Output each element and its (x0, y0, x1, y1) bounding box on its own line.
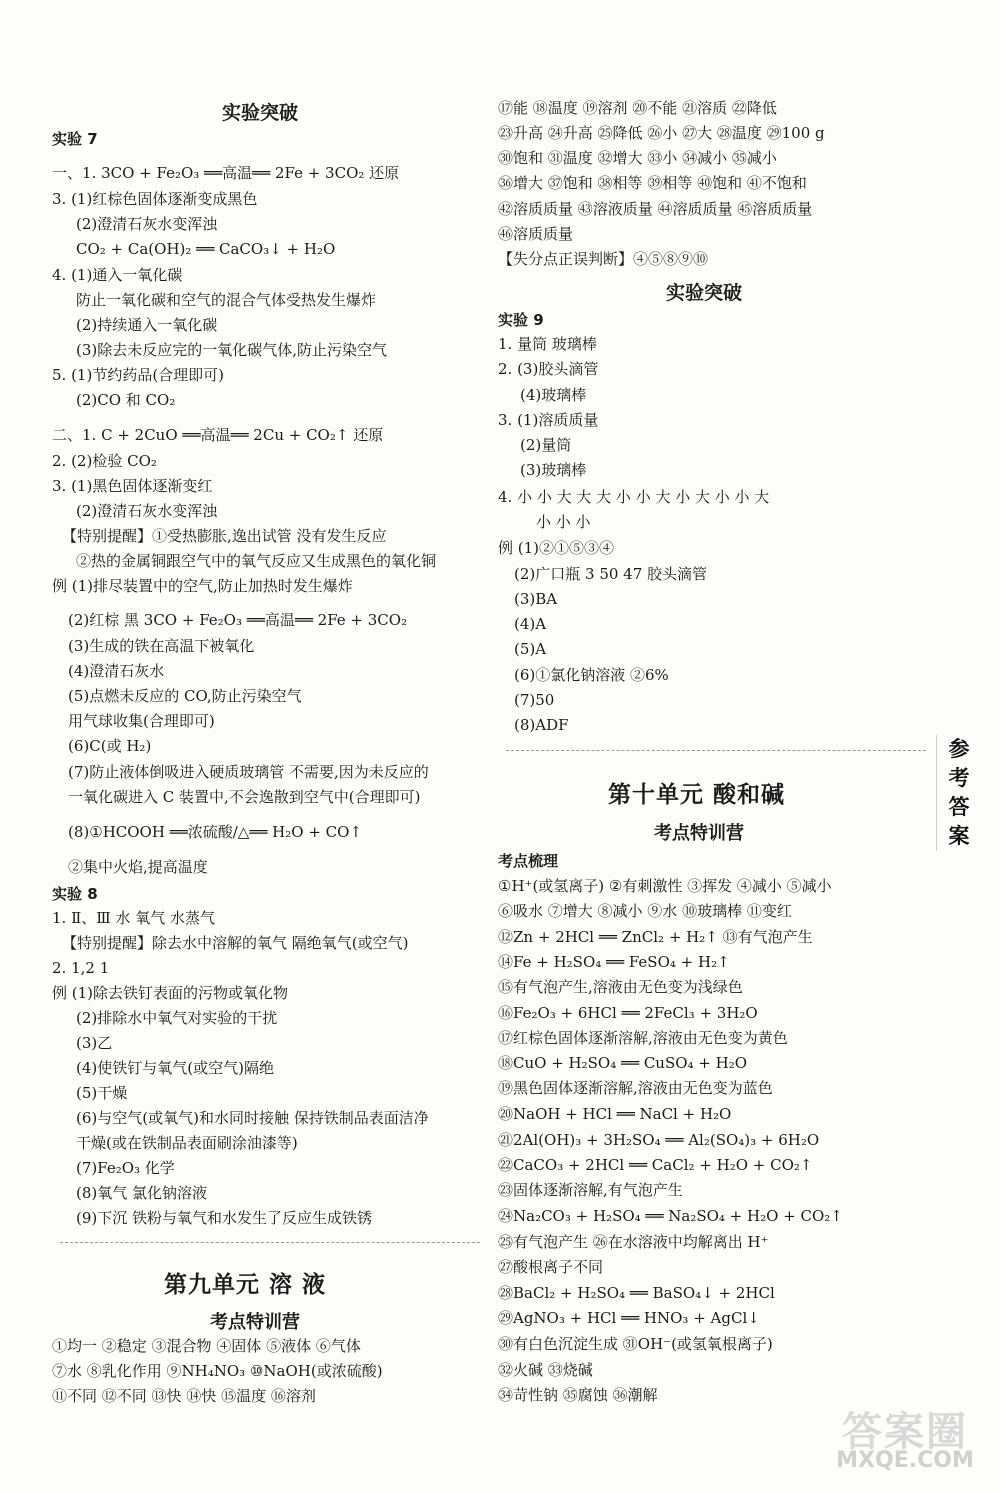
watermark-logo (820, 1400, 990, 1480)
answer-line: ①H⁺(或氢离子) ②有刺激性 ③挥发 ④减小 ⑤减小 (498, 877, 832, 895)
answer-line: (6)C(或 H₂) (68, 737, 152, 755)
answer-line: 4. 小 小 大 大 大 小 小 大 小 大 小 小 大 (498, 488, 770, 506)
answer-line: ①均一 ②稳定 ③混合物 ④固体 ⑤液体 ⑥气体 (52, 1337, 361, 1355)
answer-line: ㉚饱和 ㉛温度 ㉜增大 ㉝小 ㉞减小 ㉟减小 (498, 149, 777, 167)
side-tab-char: 答 (948, 795, 970, 819)
answer-line: 2. (3)胶头滴管 (498, 360, 599, 378)
answer-line: (2)红棕 黑 3CO + Fe₂O₃ ══高温══ 2Fe + 3CO₂ (68, 611, 408, 629)
reference-answer-tab (936, 735, 981, 851)
answer-line: ㉕有气泡产生 ㉖在水溶液中均解离出 H⁺ (498, 1233, 769, 1251)
answer-line: CO₂ + Ca(OH)₂ ══ CaCO₃↓ + H₂O (76, 240, 336, 258)
answer-line: (7)防止液体倒吸进入硬质玻璃管 不需要,因为未反应的 (68, 763, 429, 781)
unit-10-title: 第十单元 酸和碱 (608, 782, 786, 808)
side-tab-char: 考 (948, 766, 970, 790)
experiment-7-heading: 实验 7 (52, 130, 98, 148)
answer-line: 3. (1)黑色固体逐渐变红 (52, 477, 213, 495)
example-line: 例 (1)②①⑤③④ (498, 539, 615, 557)
answer-line: 2. 1,2 1 (52, 959, 110, 977)
side-tab-char: 参 (948, 737, 970, 761)
special-reminder: 【特别提醒】除去水中溶解的氧气 隔绝氧气(或空气) (62, 934, 409, 952)
answer-line: 3. (1)溶质质量 (498, 411, 599, 429)
answer-line: (3)BA (514, 590, 558, 608)
answer-line: ㊷溶质质量 ㊸溶液质量 ㊹溶质质量 ㊺溶质质量 (498, 200, 813, 218)
answer-line: 二、1. C + 2CuO ══高温══ 2Cu + CO₂↑ 还原 (52, 426, 384, 444)
answer-line: ②集中火焰,提高温度 (68, 858, 208, 876)
answer-line: ㉜火碱 ㉝烧碱 (498, 1361, 593, 1379)
special-reminder: 【特别提醒】①受热膨胀,逸出试管 没有发生反应 (62, 527, 387, 545)
answer-line: (2)澄清石灰水变浑浊 (76, 502, 218, 520)
key-points-heading: 考点梳理 (498, 852, 559, 870)
answer-line: (8)氧气 氯化钠溶液 (76, 1184, 208, 1202)
answer-line: ⑰红棕色固体逐渐溶解,溶液由无色变为黄色 (498, 1029, 788, 1047)
section-divider (506, 750, 926, 751)
answer-line: ㉚有白色沉淀生成 ㉛OH⁻(或氢氧根离子) (498, 1335, 773, 1353)
side-tab-char: 案 (948, 824, 970, 848)
answer-line: ⑱CuO + H₂SO₄ ══ CuSO₄ + H₂O (498, 1054, 748, 1072)
answer-line: ⑲黑色固体逐渐溶解,溶液由无色变为蓝色 (498, 1079, 773, 1097)
answer-line: (2)量筒 (520, 436, 572, 454)
section-title-experiment: 实验突破 (666, 282, 743, 304)
answer-line: (6)①氯化钠溶液 ②6% (514, 666, 669, 684)
answer-line: (8)①HCOOH ══浓硫酸/△══ H₂O + CO↑ (68, 823, 363, 841)
example-line: 例 (1)除去铁钉表面的污物或氧化物 (52, 984, 289, 1002)
answer-line: (2)持续通入一氧化碳 (76, 316, 218, 334)
answer-line: (4)澄清石灰水 (68, 662, 165, 680)
answer-line: ㊱增大 ㊲饱和 ㊳相等 ㊴相等 ㊵饱和 ㊶不饱和 (498, 174, 807, 192)
answer-line: (4)使铁钉与氧气(或空气)隔绝 (76, 1059, 274, 1077)
answer-line: 4. (1)通入一氧化碳 (52, 266, 183, 284)
answer-line: (2)CO 和 CO₂ (76, 391, 176, 409)
answer-line: (3)生成的铁在高温下被氧化 (68, 637, 255, 655)
answer-line: (2)广口瓶 3 50 47 胶头滴管 (514, 565, 708, 583)
section-title-experiment: 实验突破 (222, 102, 299, 124)
answer-line: ⑯Fe₂O₃ + 6HCl ══ 2FeCl₃ + 3H₂O (498, 1004, 758, 1022)
answer-line: (3)除去未反应完的一氧化碳气体,防止污染空气 (76, 341, 388, 359)
answer-line: 用气球收集(合理即可) (68, 712, 215, 730)
answer-line: ㉓升高 ㉔升高 ㉕降低 ㉖小 ㉗大 ㉘温度 ㉙100 g (498, 124, 825, 142)
answer-line: 防止一氧化碳和空气的混合气体受热发生爆炸 (76, 291, 377, 309)
answer-line: (3)玻璃棒 (520, 461, 587, 479)
answer-line: (6)与空气(或氧气)和水同时接触 保持铁制品表面洁净 (76, 1109, 429, 1127)
answer-line: ㉞苛性钠 ㉟腐蚀 ㊱潮解 (498, 1386, 658, 1404)
answer-line: (5)A (514, 640, 547, 658)
answer-line: 一、1. 3CO + Fe₂O₃ ══高温══ 2Fe + 3CO₂ 还原 (52, 164, 400, 182)
answer-line: (4)玻璃棒 (520, 386, 587, 404)
answer-line: ㉙AgNO₃ + HCl ══ HNO₃ + AgCl↓ (498, 1309, 760, 1327)
watermark-url: MXQE.COM (836, 1448, 974, 1473)
answer-line: (3)乙 (76, 1034, 113, 1052)
answer-line: (4)A (514, 615, 547, 633)
unit-9-title: 第九单元 溶 液 (164, 1272, 327, 1298)
answer-line: ⑮有气泡产生,溶液由无色变为浅绿色 (498, 978, 743, 996)
answer-line: 干燥(或在铁制品表面刷涂油漆等) (76, 1134, 298, 1152)
answer-line: ⑪不同 ⑫不同 ⑬快 ⑭快 ⑮温度 ⑯溶剂 (52, 1387, 316, 1405)
answer-line: ㉔Na₂CO₃ + H₂SO₄ ══ Na₂SO₄ + H₂O + CO₂↑ (498, 1207, 843, 1225)
answer-line: (7)50 (514, 691, 555, 709)
example-line: 例 (1)排尽装置中的空气,防止加热时发生爆炸 (52, 577, 353, 595)
experiment-8-heading: 实验 8 (52, 885, 98, 903)
answer-line: (9)下沉 铁粉与氧气和水发生了反应生成铁锈 (76, 1209, 373, 1227)
answer-line: ⑰能 ⑱温度 ⑲溶剂 ⑳不能 ㉑溶质 ㉒降低 (498, 99, 777, 117)
answer-line: ⑫Zn + 2HCl ══ ZnCl₂ + H₂↑ ⑬有气泡产生 (498, 928, 813, 946)
answer-line: (5)干燥 (76, 1084, 128, 1102)
answer-line: (7)Fe₂O₃ 化学 (76, 1159, 175, 1177)
section-divider (60, 1242, 480, 1243)
answer-line: 3. (1)红棕色固体逐渐变成黑色 (52, 190, 258, 208)
answer-line: ㉓固体逐渐溶解,有气泡产生 (498, 1181, 683, 1199)
unit-9-camp-title: 考点特训营 (210, 1312, 300, 1333)
answer-line: ㉘BaCl₂ + H₂SO₄ ══ BaSO₄↓ + 2HCl (498, 1284, 775, 1302)
answer-line: ⑭Fe + H₂SO₄ ══ FeSO₄ + H₂↑ (498, 953, 730, 971)
answer-line: ⑳NaOH + HCl ══ NaCl + H₂O (498, 1105, 732, 1123)
answer-line: ㉗酸根离子不同 (498, 1258, 604, 1276)
answer-line: (2)澄清石灰水变浑浊 (76, 215, 218, 233)
answer-line: (8)ADF (514, 716, 569, 734)
answer-line: 小 小 小 (536, 513, 591, 531)
answer-line: (2)排除水中氧气对实验的干扰 (76, 1009, 278, 1027)
answer-line: ㉒CaCO₃ + 2HCl ══ CaCl₂ + H₂O + CO₂↑ (498, 1156, 813, 1174)
answer-line: 一氧化碳进入 C 装置中,不会逸散到空气中(合理即可) (68, 788, 421, 806)
unit-10-camp-title: 考点特训营 (654, 823, 744, 844)
answer-line: 1. Ⅱ、Ⅲ 水 氧气 水蒸气 (52, 909, 216, 927)
answer-line: ⑦水 ⑧乳化作用 ⑨NH₄NO₃ ⑩NaOH(或浓硫酸) (52, 1362, 383, 1380)
answer-line: ㊻溶质质量 (498, 225, 574, 243)
answer-line: ⑥吸水 ⑦增大 ⑧减小 ⑨水 ⑩玻璃棒 ⑪变红 (498, 902, 792, 920)
answer-line: 5. (1)节约药品(合理即可) (52, 366, 225, 384)
answer-line: ㉑2Al(OH)₃ + 3H₂SO₄ ══ Al₂(SO₄)₃ + 6H₂O (498, 1131, 820, 1149)
answer-line: 1. 量筒 玻璃棒 (498, 335, 597, 353)
watermark-text: 答案圈 (842, 1409, 968, 1455)
answer-line: 2. (2)检验 CO₂ (52, 452, 157, 470)
error-judgement-line: 【失分点正误判断】④⑤⑧⑨⑩ (498, 250, 709, 268)
answer-line: ②热的金属铜跟空气中的氧气反应又生成黑色的氧化铜 (76, 552, 437, 570)
answer-line: (5)点燃未反应的 CO,防止污染空气 (68, 687, 302, 705)
experiment-9-heading: 实验 9 (498, 311, 544, 329)
